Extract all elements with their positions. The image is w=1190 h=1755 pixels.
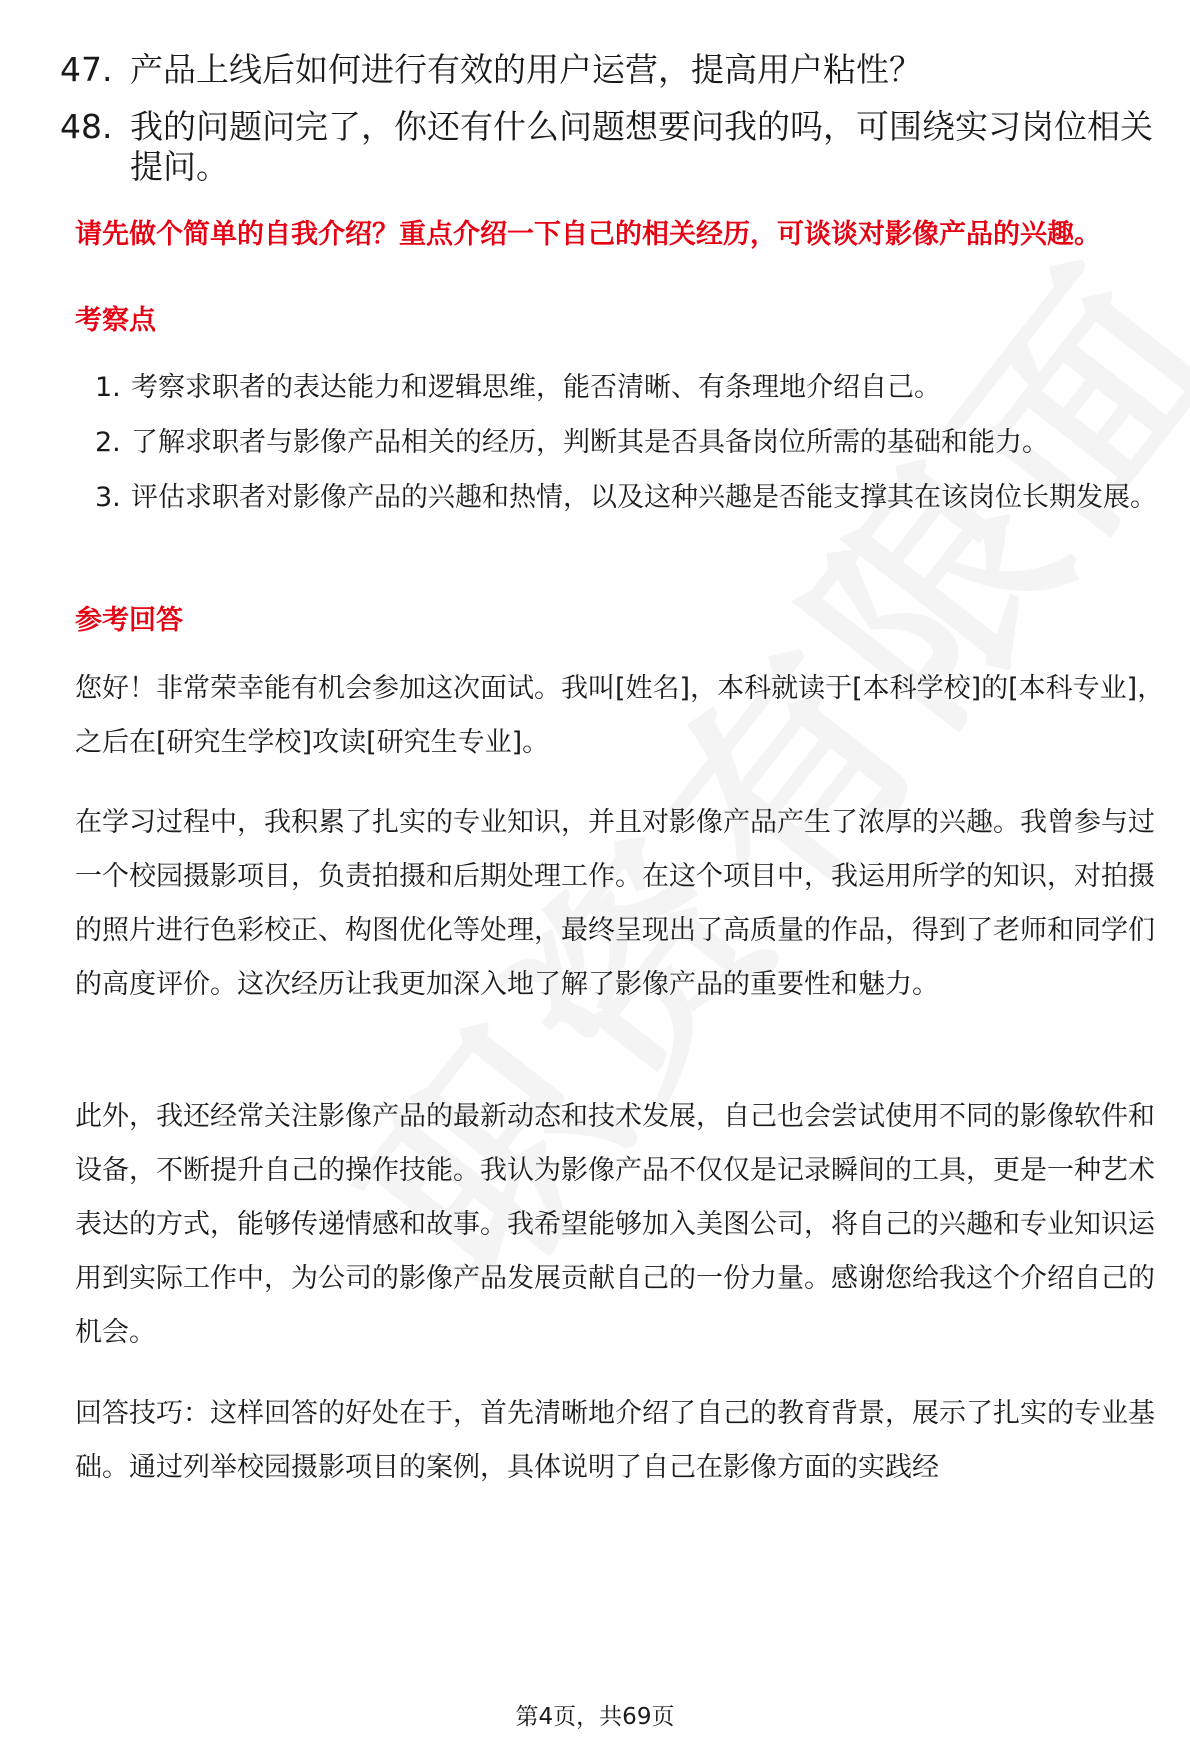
question-text: 我的问题问完了，你还有什么问题想要问我的吗，可围绕实习岗位相关提问。 [130, 107, 1153, 186]
question-47 [60, 50, 1160, 90]
list-text: 考察求职者的表达能力和逻辑思维，能否清晰、有条理地介绍自己。 [131, 372, 941, 403]
question-number: 48. [60, 107, 113, 146]
answer-paragraph-3: 此外，我还经常关注影像产品的最新动态和技术发展，自己也会尝试使用不同的影像软件和设备，不断提升自己的操作技能。我认为影像产品不仅仅是记录瞬间的工具，更是一种艺术表达的方式，能够传递情感和故事。我希望能够加入美图公司，将自己的兴趣和专业知识运用到实际工作中，为公司的影像产品发展贡献自己的一份力量。感谢您给我这个介绍自己的机会。 [75, 1101, 1155, 1348]
list-text: 评估求职者对影像产品的兴趣和热情，以及这种兴趣是否能支撑其在该岗位长期发展。 [131, 482, 1157, 513]
focus-heading: 考察点 [75, 305, 156, 336]
section-title: 请先做个简单的自我介绍？重点介绍一下自己的相关经历，可谈谈对影像产品的兴趣。 [75, 219, 1101, 250]
question-text: 产品上线后如何进行有效的用户运营，提高用户粘性？ [130, 50, 922, 89]
focus-point-3 [95, 468, 1170, 528]
answer-paragraph-2: 在学习过程中，我积累了扎实的专业知识，并且对影像产品产生了浓厚的兴趣。我曾参与过一个校园摄影项目，负责拍摄和后期处理工作。在这个项目中，我运用所学的知识，对拍摄的照片进行色彩校正、构图优化等处理，最终呈现出了高质量的作品，得到了老师和同学们的高度评价。这次经历让我更加深入地了解了影像产品的重要性和魅力。 [75, 807, 1155, 1000]
page-footer: 第4页，共69页 [515, 1704, 675, 1730]
answer-heading: 参考回答 [75, 605, 183, 636]
list-text: 了解求职者与影像产品相关的经历，判断其是否具备岗位所需的基础和能力。 [131, 427, 1049, 458]
answer-paragraph-1: 您好！非常荣幸能有机会参加这次面试。我叫[姓名]，本科就读于[本科学校]的[本科专业]，之后在[研究生学校]攻读[研究生专业]。 [75, 673, 1165, 758]
list-number: 3. [95, 482, 121, 513]
answer-tips: 回答技巧：这样回答的好处在于，首先清晰地介绍了自己的教育背景，展示了扎实的专业基础。通过列举校园摄影项目的案例，具体说明了自己在影像方面的实践经 [75, 1398, 1155, 1483]
question-number: 47. [60, 50, 113, 89]
list-number: 2. [95, 427, 121, 458]
focus-point-1 [95, 358, 1170, 418]
list-number: 1. [95, 372, 121, 403]
focus-point-2 [95, 413, 1170, 473]
question-48 [60, 107, 1160, 187]
